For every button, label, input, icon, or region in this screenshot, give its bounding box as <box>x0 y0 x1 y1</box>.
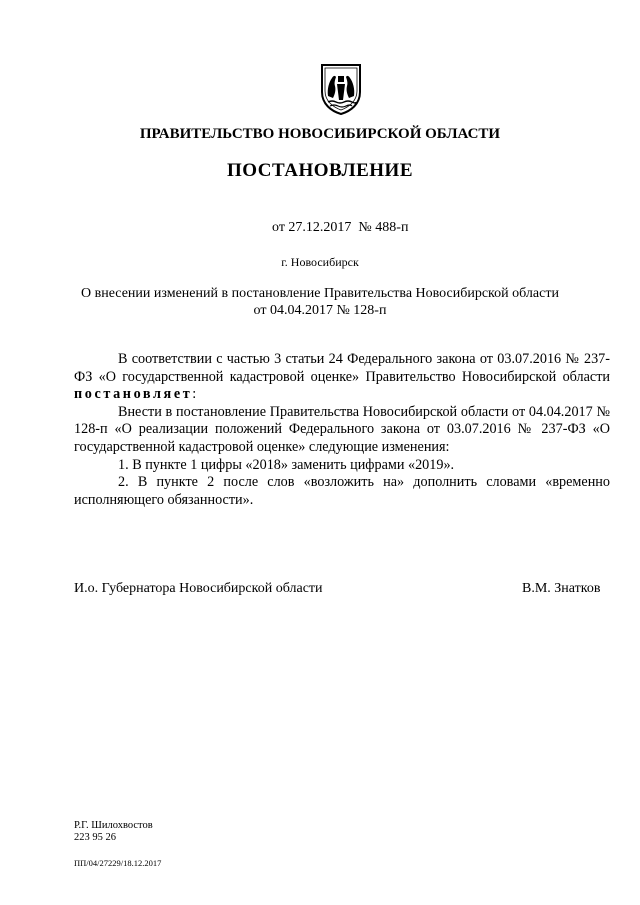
decree-keyword: постановляет <box>74 386 193 403</box>
executor-phone: 223 95 26 <box>74 832 116 843</box>
document-body <box>74 351 610 509</box>
body-paragraph-4: 2. В пункте 2 после слов «возложить на» дополнить словами «временно исполняющего обязанности». <box>74 474 610 508</box>
body-paragraph-2: Внести в постановление Правительства Новосибирской области от 04.04.2017 № 128-п «О реализации положений Федерального закона от 03.07.2016 № 237-ФЗ «О государственной кадастровой оценке» следующие изменения: <box>74 403 610 455</box>
body-paragraph-1 <box>74 351 610 404</box>
document-type-title: ПОСТАНОВЛЕНИЕ <box>226 160 414 181</box>
body-paragraph-1-text: В соответствии с частью 3 статьи 24 Федерального закона от 03.07.2016 № 237-ФЗ «О государственной кадастровой оценке» Правительство Новосибирской области <box>74 351 610 385</box>
body-paragraph-1-end: : <box>192 386 197 403</box>
signatory-name: В.М. Знатков <box>522 581 601 596</box>
subject-line-1: О внесении изменений в постановление Правительства Новосибирской области <box>81 286 559 301</box>
document-subject <box>0 285 640 319</box>
signatory-position: И.о. Губернатора Новосибирской области <box>74 581 323 596</box>
subject-line-2: от 04.04.2017 № 128-п <box>253 303 387 318</box>
body-paragraph-3: 1. В пункте 1 цифры «2018» заменить цифрами «2019». <box>118 456 455 473</box>
coat-of-arms-icon <box>318 62 364 116</box>
document-date-number: от 27.12.2017 № 488-п <box>272 220 409 235</box>
executor-name: Р.Г. Шилохвостов <box>74 820 153 831</box>
document-city: г. Новосибирск <box>281 255 359 269</box>
document-code: ПП/04/27229/18.12.2017 <box>74 858 162 868</box>
organization-title: ПРАВИТЕЛЬСТВО НОВОСИБИРСКОЙ ОБЛАСТИ <box>139 126 501 142</box>
